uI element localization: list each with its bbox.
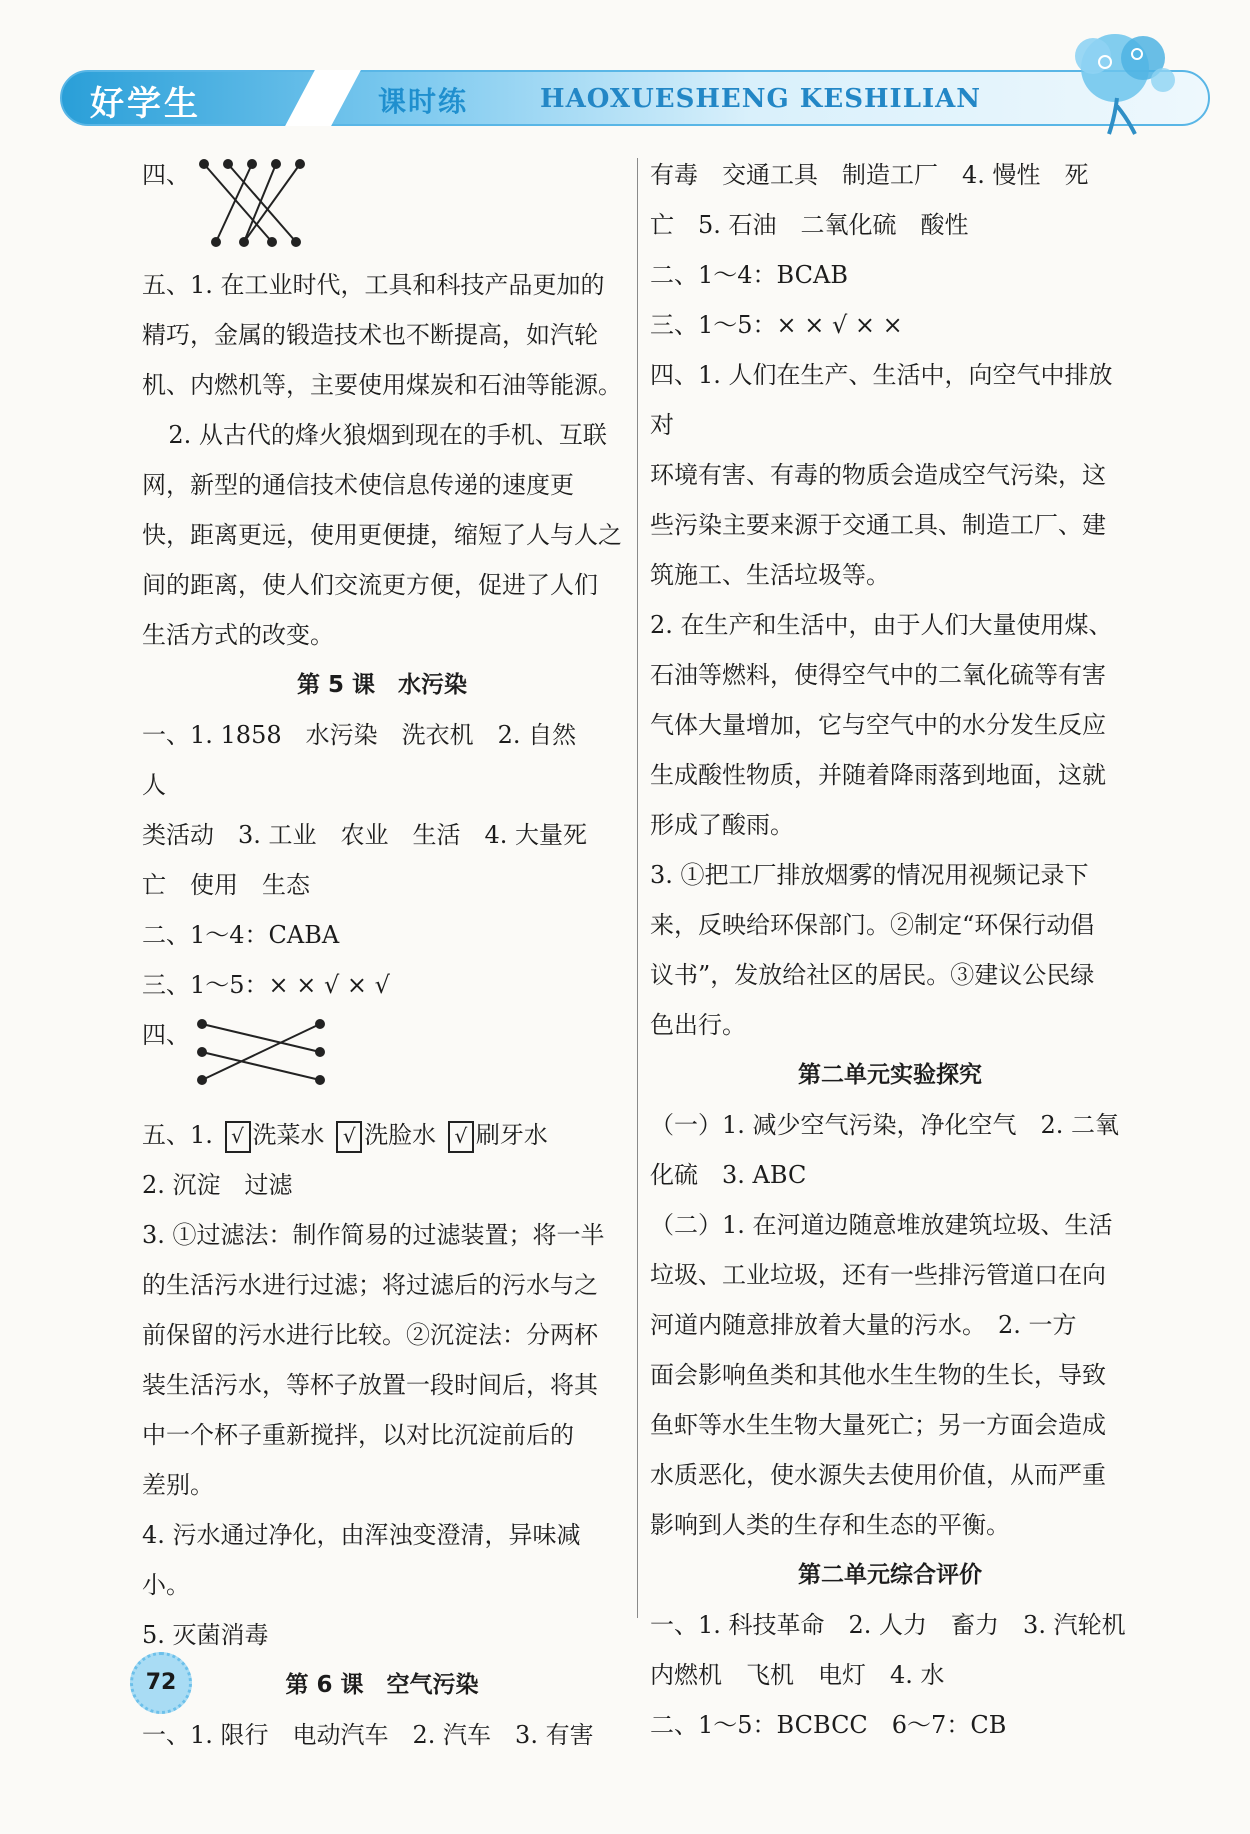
answer-line: 气体大量增加，它与空气中的水分发生反应 — [650, 711, 1106, 739]
answer-line: 影响到人类的生存和生态的平衡。 — [650, 1511, 1010, 1539]
answer-line: 生成酸性物质，并随着降雨落到地面，这就 — [650, 761, 1106, 789]
answer-line: 五、1. — [142, 1121, 213, 1149]
page-number: 72 — [130, 1652, 192, 1714]
brand-title: 好学生 — [90, 84, 201, 124]
answer-line-checkboxes — [142, 1110, 622, 1160]
answer-line: 2. 在生产和生活中，由于人们大量使用煤、 — [650, 611, 1113, 639]
answer-line: 筑施工、生活垃圾等。 — [650, 561, 890, 589]
answer-line: 中一个杯子重新搅拌，以对比沉淀前后的 — [142, 1421, 574, 1449]
answer-line: 环境有害、有毒的物质会造成空气污染，这 — [650, 461, 1106, 489]
left-column — [142, 150, 622, 1760]
answer-line: 装生活污水，等杯子放置一段时间后，将其 — [142, 1371, 598, 1399]
series-english-title: HAOXUESHENG KESHILIAN — [540, 84, 982, 114]
answer-line: 快，距离更远，使用更便捷，缩短了人与人之 — [142, 521, 622, 549]
answer-line: 河道内随意排放着大量的污水。 2. 一方 — [650, 1311, 1077, 1339]
answer-line: 些污染主要来源于交通工具、制造工厂、建 — [650, 511, 1106, 539]
page-header — [60, 62, 1210, 136]
answer-line: 前保留的污水进行比较。②沉淀法：分两杯 — [142, 1321, 598, 1349]
checkbox-label: 洗菜水 — [252, 1121, 325, 1149]
answer-line: 差别。 — [142, 1471, 214, 1499]
answer-line: 鱼虾等水生生物大量死亡；另一方面会造成 — [650, 1411, 1106, 1439]
answer-line: 四、 — [142, 161, 190, 189]
answer-line: 四、 — [142, 1021, 190, 1049]
answer-line: 二、1～4：CABA — [142, 921, 340, 949]
answer-line: 色出行。 — [650, 1011, 746, 1039]
answer-line: 内燃机 飞机 电灯 4. 水 — [650, 1661, 945, 1689]
matching-lines-icon — [196, 1016, 326, 1096]
answer-line: 亡 5. 石油 二氧化硫 酸性 — [650, 211, 969, 239]
answer-line: 垃圾、工业垃圾，还有一些排污管道口在向 — [650, 1261, 1106, 1289]
answer-line: 机、内燃机等，主要使用煤炭和石油等能源。 — [142, 371, 622, 399]
answer-line: 的生活污水进行过滤；将过滤后的污水与之 — [142, 1271, 598, 1299]
answer-line: 来，反映给环保部门。②制定“环保行动倡 — [650, 911, 1095, 939]
section-heading: 第二单元实验探究 — [798, 1062, 982, 1088]
lesson-heading: 第 6 课 空气污染 — [285, 1672, 479, 1698]
answer-line: （二）1. 在河道边随意堆放建筑垃圾、生活 — [650, 1211, 1113, 1239]
checkbox: √ — [336, 1121, 362, 1153]
section-heading: 第二单元综合评价 — [798, 1562, 982, 1588]
matching-diagram-2 — [142, 1010, 622, 1110]
checkbox: √ — [448, 1121, 474, 1153]
tree-decoration-icon — [1055, 28, 1185, 138]
checkbox: √ — [225, 1121, 251, 1153]
matching-diagram-1 — [142, 150, 622, 260]
answer-line: 类活动 3. 工业 农业 生活 4. 大量死 — [142, 821, 588, 849]
answer-line: 有毒 交通工具 制造工厂 4. 慢性 死 — [650, 161, 1089, 189]
answer-line: 一、1. 1858 水污染 洗衣机 2. 自然 人 — [142, 721, 601, 799]
answer-line: 二、1～4：BCAB — [650, 261, 848, 289]
series-subtitle: 课时练 — [378, 85, 469, 118]
right-column — [650, 150, 1130, 1750]
answer-line: 一、1. 科技革命 2. 人力 畜力 3. 汽轮机 — [650, 1611, 1126, 1639]
answer-line: 2. 从古代的烽火狼烟到现在的手机、互联 — [168, 421, 607, 449]
answer-line: 一、1. 限行 电动汽车 2. 汽车 3. 有害 — [142, 1721, 594, 1749]
answer-line: 亡 使用 生态 — [142, 871, 310, 899]
answer-line: 五、1. 在工业时代，工具和科技产品更加的 — [142, 271, 605, 299]
answer-line: 2. 沉淀 过滤 — [142, 1171, 293, 1199]
answer-line: 议书”，发放给社区的居民。③建议公民绿 — [650, 961, 1095, 989]
answer-line: 二、1～5：BCBCC 6～7：CB — [650, 1711, 1007, 1739]
answer-line: （一）1. 减少空气污染，净化空气 2. 二氧 — [650, 1111, 1120, 1139]
answer-line: 水质恶化，使水源失去使用价值，从而严重 — [650, 1461, 1106, 1489]
answer-line: 生活方式的改变。 — [142, 621, 334, 649]
answer-line: 石油等燃料，使得空气中的二氧化硫等有害 — [650, 661, 1106, 689]
answer-line: 5. 灭菌消毒 — [142, 1621, 269, 1649]
answer-line: 3. ①把工厂排放烟雾的情况用视频记录下 — [650, 861, 1089, 889]
answer-line: 3. ①过滤法：制作简易的过滤装置；将一半 — [142, 1221, 605, 1249]
answer-line: 4. 污水通过净化，由浑浊变澄清，异味减小。 — [142, 1521, 581, 1599]
answer-line: 三、1～5：× × √ × × — [650, 311, 903, 339]
answer-line: 网，新型的通信技术使信息传递的速度更 — [142, 471, 574, 499]
answer-line: 间的距离，使人们交流更方便，促进了人们 — [142, 571, 598, 599]
answer-line: 化硫 3. ABC — [650, 1161, 807, 1189]
answer-line: 三、1～5：× × √ × √ — [142, 971, 390, 999]
checkbox-label: 刷牙水 — [475, 1121, 548, 1149]
matching-lines-icon — [196, 156, 306, 252]
answer-line: 形成了酸雨。 — [650, 811, 794, 839]
answer-line: 四、1. 人们在生产、生活中，向空气中排放对 — [650, 361, 1113, 439]
column-divider — [637, 158, 638, 1618]
lesson-heading: 第 5 课 水污染 — [296, 672, 468, 698]
answer-line: 面会影响鱼类和其他水生生物的生长，导致 — [650, 1361, 1106, 1389]
checkbox-label: 洗脸水 — [364, 1121, 437, 1149]
answer-line: 精巧，金属的锻造技术也不断提高，如汽轮 — [142, 321, 598, 349]
